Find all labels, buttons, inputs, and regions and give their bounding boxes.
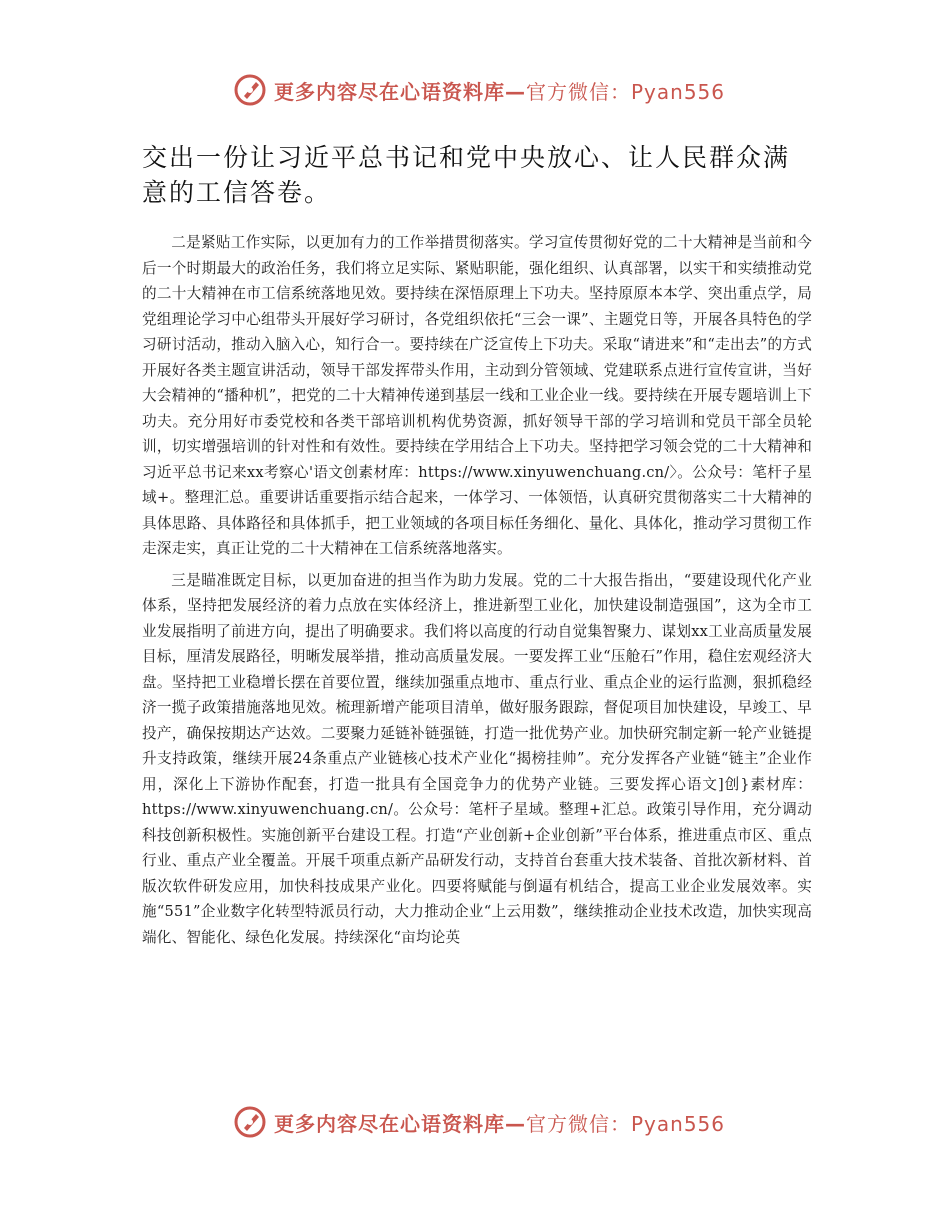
document-body <box>142 140 812 956</box>
banner-wechat-text: 官方微信：Pyan556 <box>526 79 726 104</box>
pen-logo-icon <box>232 72 268 108</box>
banner-separator: — <box>505 79 526 104</box>
banner-main-text: 更多内容尽在心语资料库 <box>274 79 505 104</box>
banner-text <box>274 1108 725 1137</box>
banner-separator: — <box>505 1111 526 1136</box>
banner-wechat-text: 官方微信：Pyan556 <box>526 1111 726 1136</box>
banner-text <box>274 76 725 105</box>
paragraph-3: 三是瞄准既定目标，以更加奋进的担当作为助力发展。党的二十大报告指出，“要建设现代化产业体系，坚持把发展经济的着力点放在实体经济上，推进新型工业化，加快建设制造强国”，这为全市工业发展指明了前进方向，提出了明确要求。我们将以高度的行动自觉集智聚力、谋划xx工业高质量发展目标，厘清发展路径，明晰发展举措，推动高质量发展。一要发挥工业“压舱石”作用，稳住宏观经济大盘。坚持把工业稳增长摆在首要位置，继续加强重点地市、重点行业、重点企业的运行监测，狠抓稳经济一揽子政策措施落地见效。梳理新增产能项目清单，做好服务跟踪，督促项目加快建设，早竣工、早投产，确保按期达产达效。二要聚力延链补链强链，打造一批优势产业。加快研究制定新一轮产业链提升支持政策，继续开展24条重点产业链核心技术产业化“揭榜挂帅”。充分发挥各产业链“链主”企业作用，深化上下游协作配套，打造一批具有全国竞争力的优势产业链。三要发挥心语文]创}素材库：https://www.xinyuwenchuang.cn/。公众号：笔杆子星域。整理+汇总。政策引导作用，充分调动科技创新积极性。实施创新平台建设工程。打造“产业创新+企业创新”平台体系，推进重点市区、重点行业、重点产业全覆盖。开展千项重点新产品研发行动，支持首台套重大技术装备、首批次新材料、首版次软件研发应用，加快科技成果产业化。四要将赋能与倒逼有机结合，提高工业企业发展效率。实施“551”企业数字化转型特派员行动，大力推动企业“上云用数”，继续推动企业技术改造，加快实现高端化、智能化、绿色化发展。持续深化“亩均论英 <box>142 571 812 946</box>
header-banner <box>232 70 726 110</box>
footer-banner <box>232 1102 726 1142</box>
banner-main-text: 更多内容尽在心语资料库 <box>274 1111 505 1136</box>
section-heading: 交出一份让习近平总书记和党中央放心、让人民群众满意的工信答卷。 <box>142 143 791 207</box>
pen-logo-icon <box>232 1104 268 1140</box>
paragraph-2: 二是紧贴工作实际，以更加有力的工作举措贯彻落实。学习宣传贯彻好党的二十大精神是当前和今后一个时期最大的政治任务，我们将立足实际、紧贴职能，强化组织、认真部署，以实干和实绩推动党的二十大精神在市工信系统落地见效。要持续在深悟原理上下功夫。坚持原原本本学、突出重点学，局党组理论学习中心组带头开展好学习研讨，各党组织依托“三会一课”、主题党日等，开展各具特色的学习研讨活动，推动入脑入心，知行合一。要持续在广泛宣传上下功夫。采取“请进来”和“走出去”的方式开展好各类主题宣讲活动，领导干部发挥带头作用，主动到分管领域、党建联系点进行宣传宣讲，当好大会精神的“播种机”，把党的二十大精神传递到基层一线和工业企业一线。要持续在开展专题培训上下功夫。充分用好市委党校和各类干部培训机构优势资源，抓好领导干部的学习培训和党员干部全员轮训，切实增强培训的针对性和有效性。要持续在学用结合上下功夫。坚持把学习领会党的二十大精神和习近平总书记来xx考察心'语文创素材库：https://www.xinyuwenchuang.cn/〉。公众号：笔杆子星域+。整理汇总。重要讲话重要指示结合起来，一体学习、一体领悟，认真研究贯彻落实二十大精神的具体思路、具体路径和具体抓手，把工业领域的各项目标任务细化、量化、具体化，推动学习贯彻工作走深走实，真正让党的二十大精神在工信系统落地落实。 <box>142 234 812 557</box>
